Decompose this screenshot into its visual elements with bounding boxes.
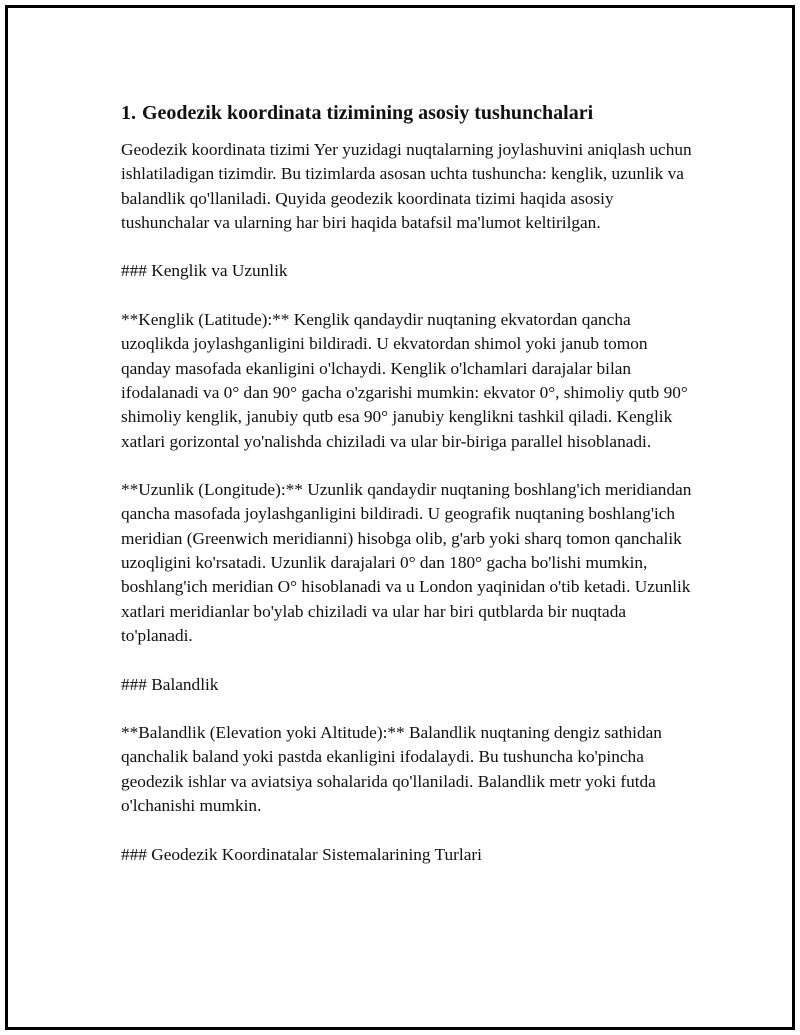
paragraph-spacer <box>121 697 701 721</box>
paragraph-spacer <box>121 284 701 308</box>
heading-text: Geodezik koordinata tizimining asosiy tushunchalari <box>142 102 594 124</box>
paragraph-spacer <box>121 648 701 672</box>
page-content <box>121 98 701 867</box>
page-heading <box>121 98 701 128</box>
kenglik-paragraph: **Kenglik (Latitude):** Kenglik qandaydir nuqtaning ekvatordan qancha uzoqlikda joylashganligini bildiradi. U ekvatordan shimol yoki janub tomon qanday masofada ekanligini o'lchaydi. Kenglik o'lchamlari darajalar bilan ifodalanadi va 0° dan 90° gacha o'zgarishi mumkin: ekvator 0°, shimoliy qutb 90° shimoliy kenglik, janubiy qutb esa 90° janubiy kenglikni tashkil qiladi. Kenglik xatlari gorizontal yo'nalishda chiziladi va ular bir-biriga parallel hisoblanadi. <box>121 310 688 451</box>
paragraph-spacer <box>121 454 701 478</box>
balandlik-paragraph: **Balandlik (Elevation yoki Altitude):** Balandlik nuqtaning dengiz sathidan qanchalik baland yoki pastda ekanligini ifodalaydi. Bu tushuncha ko'pincha geodezik ishlar va aviatsiya sohalarida qo'llaniladi. Balandlik metr yoki futda o'lchanishi mumkin. <box>121 723 662 816</box>
section-heading-sistemalar-turlari: ### Geodezik Koordinatalar Sistemalarining Turlari <box>121 844 482 864</box>
page-frame <box>5 5 795 1030</box>
intro-paragraph: Geodezik koordinata tizimi Yer yuzidagi nuqtalarning joylashuvini aniqlash uchun ishlatiladigan tizimdir. Bu tizimlarda asosan uchta tushuncha: kenglik, uzunlik va balandlik qo'llaniladi. Quyida geodezik koordinata tizimi haqida asosiy tushunchalar va ularning har biri haqida batafsil ma'lumot keltirilgan. <box>121 140 692 232</box>
paragraph-spacer <box>121 235 701 259</box>
uzunlik-paragraph: **Uzunlik (Longitude):** Uzunlik qandaydir nuqtaning boshlang'ich meridiandan qancha masofada joylashganligini bildiradi. U geografik nuqtaning boshlang'ich meridian (Greenwich meridianni) hisobga olib, g'arb yoki sharq tomon qanchalik uzoqligini ko'rsatadi. Uzunlik darajalari 0° dan 180° gacha bo'lishi mumkin, boshlang'ich meridian O° hisoblanadi va u London yaqinidan o'tib ketadi. Uzunlik xatlari meridianlar bo'ylab chiziladi va ular har biri qutblarda bir nuqtada to'planadi. <box>121 480 692 645</box>
heading-number: 1. <box>121 102 136 124</box>
paragraph-spacer <box>121 818 701 842</box>
section-heading-balandlik: ### Balandlik <box>121 674 219 694</box>
section-heading-kenglik-uzunlik: ### Kenglik va Uzunlik <box>121 261 288 281</box>
